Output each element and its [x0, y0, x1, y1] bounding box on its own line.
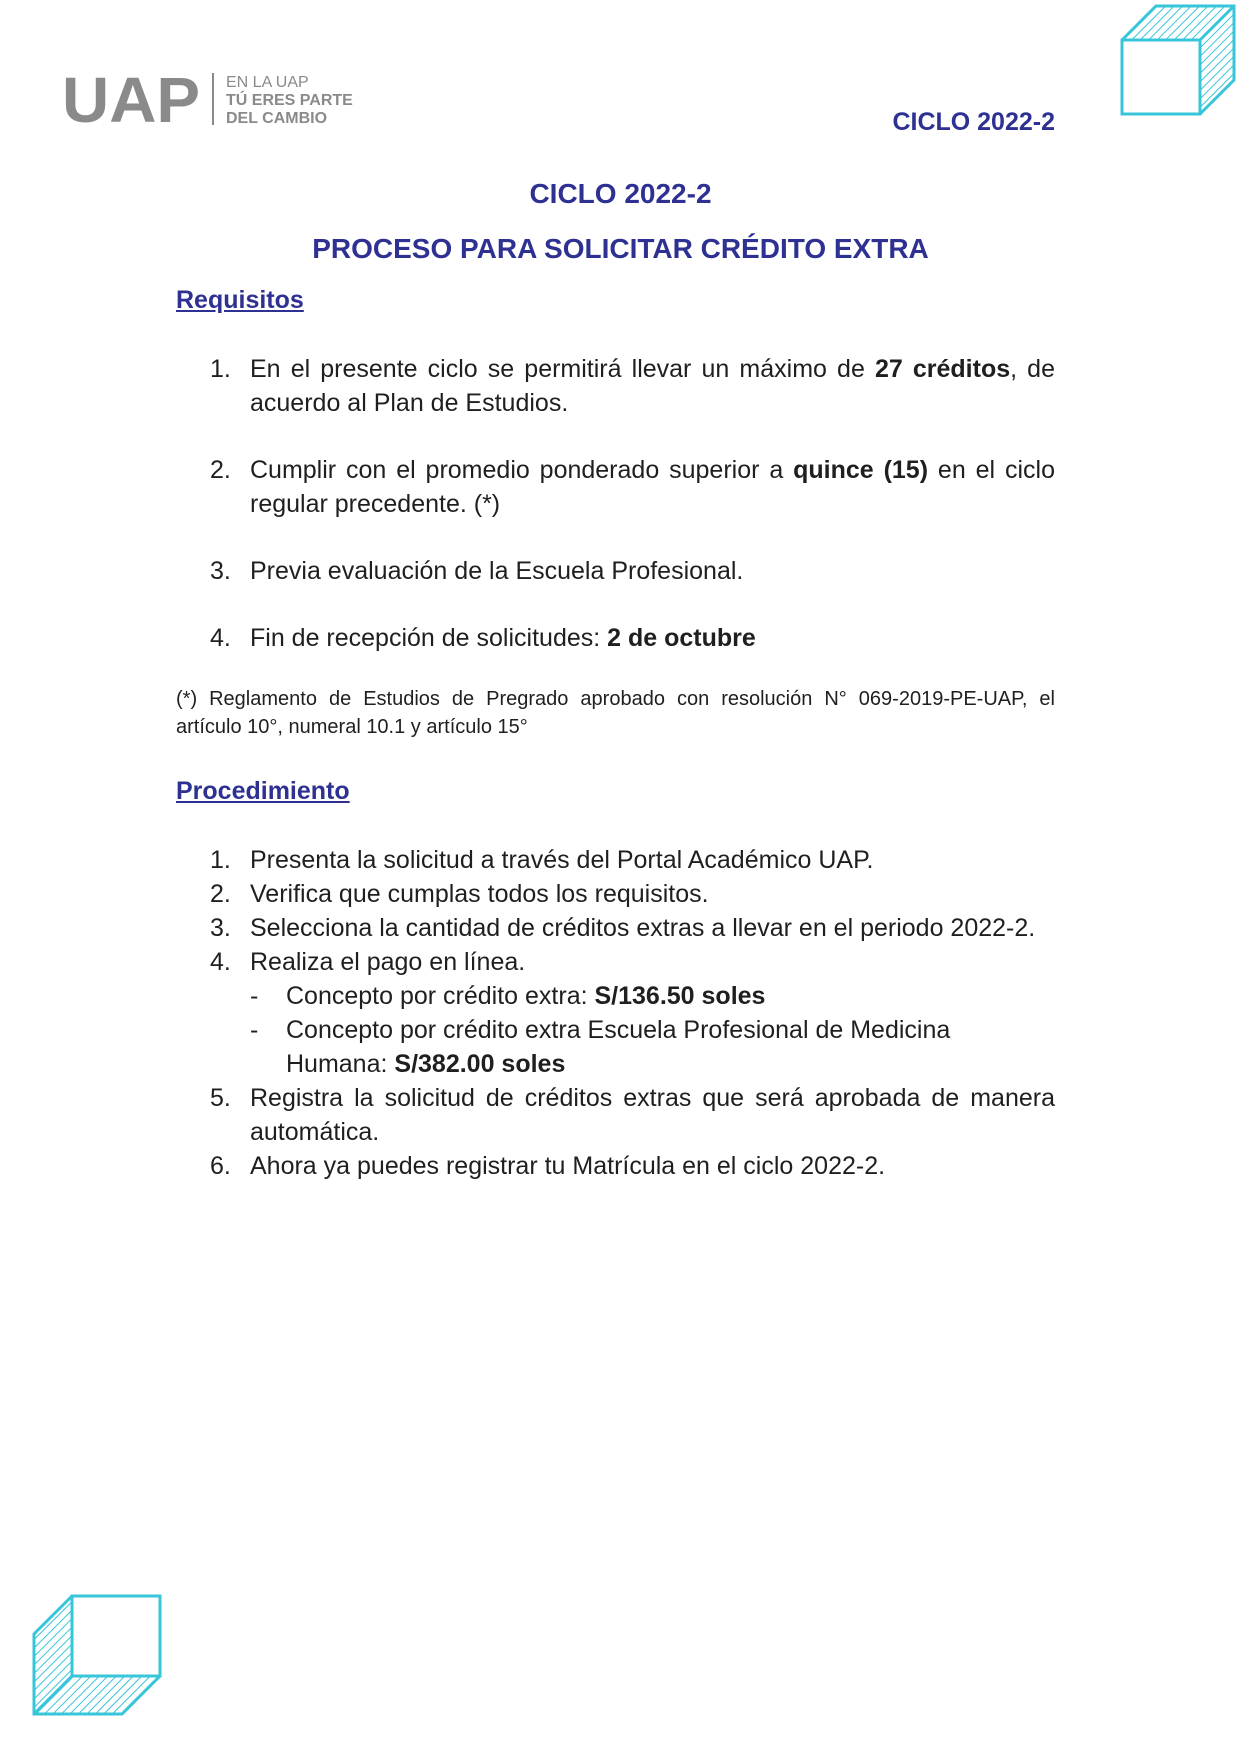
- page-subtitle: PROCESO PARA SOLICITAR CRÉDITO EXTRA: [312, 233, 929, 264]
- header-cycle: CICLO 2022-2: [892, 108, 1055, 136]
- cube-icon: [30, 1592, 165, 1717]
- svg-text:EN LA UAP: EN LA UAP: [226, 74, 309, 91]
- svg-text:DEL CAMBIO: DEL CAMBIO: [226, 110, 328, 127]
- list-item: 3. Selecciona la cantidad de créditos extras a llevar en el periodo 2022-2.: [210, 914, 1036, 942]
- uap-logo: [62, 70, 382, 130]
- list-item: 1. En el presente ciclo se permitirá llevar un máximo de 27 créditos, de acuerdo al Plan de Estudios.: [210, 355, 1055, 417]
- list-item: 4. Realiza el pago en línea.: [210, 948, 526, 976]
- payment-item: - Concepto por crédito extra Escuela Profesional de Medicina Humana: S/382.00 soles: [250, 1016, 951, 1078]
- footnote: (*) Reglamento de Estudios de Pregrado aprobado con resolución N° 069-2019-PE-UAP, el artículo 10°, numeral 10.1 y artículo 15°: [176, 688, 1055, 738]
- list-item: 5. Registra la solicitud de créditos extras que será aprobada de manera automática.: [210, 1084, 1055, 1146]
- list-item: 4. Fin de recepción de solicitudes: 2 de octubre: [210, 624, 756, 652]
- page-title: CICLO 2022-2: [529, 178, 712, 209]
- svg-text:UAP: UAP: [62, 70, 200, 130]
- list-item: 3. Previa evaluación de la Escuela Profesional.: [210, 557, 744, 585]
- list-item: 2. Verifica que cumplas todos los requisitos.: [210, 880, 709, 908]
- list-item: 2. Cumplir con el promedio ponderado superior a quince (15) en el ciclo regular precedente. (*): [210, 456, 1055, 518]
- list-item: 6. Ahora ya puedes registrar tu Matrícula en el ciclo 2022-2.: [210, 1152, 886, 1180]
- list-item: 1. Presenta la solicitud a través del Portal Académico UAP.: [210, 846, 874, 874]
- procedure-list: [210, 843, 1055, 1183]
- cube-icon: [1118, 2, 1238, 120]
- section-heading-procedimiento: Procedimiento: [176, 777, 350, 805]
- section-heading-requisitos: Requisitos: [176, 286, 304, 314]
- svg-text:TÚ ERES PARTE: TÚ ERES PARTE: [226, 92, 353, 109]
- payment-item: - Concepto por crédito extra: S/136.50 soles: [250, 982, 766, 1010]
- requirements-list: [210, 352, 1055, 688]
